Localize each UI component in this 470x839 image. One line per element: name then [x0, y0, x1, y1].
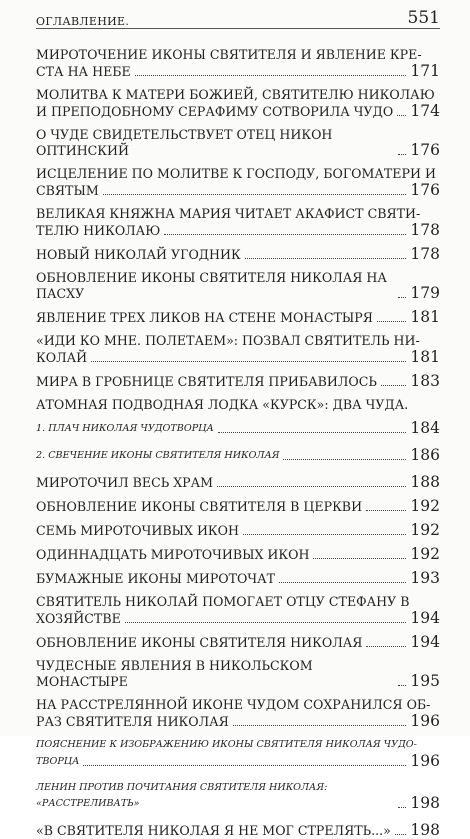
toc-entry [36, 127, 440, 159]
toc-entry-page-number: 192 [410, 521, 440, 539]
toc-entry-page-number: 171 [410, 62, 440, 80]
toc-entry-final-line [36, 246, 440, 263]
dot-leader [398, 297, 406, 298]
toc-entry [36, 822, 440, 839]
dot-leader [279, 582, 406, 583]
dot-leader [125, 622, 407, 623]
dot-leader [233, 725, 407, 726]
toc-entry-page-number: 181 [410, 348, 440, 366]
toc-entry-final-line [36, 822, 440, 839]
toc-entry-final-line [36, 447, 440, 464]
toc-entry-title: ТВОРЦА [36, 756, 80, 767]
toc-entry-final-line [36, 103, 440, 120]
toc-entry-final-line [36, 498, 440, 515]
toc-entry-title-line: СВЯТИТЕЛЬ НИКОЛАЙ ПОМОГАЕТ ОТЦУ СТЕФАНУ В [36, 594, 410, 609]
toc-entry-final-line [36, 474, 440, 491]
toc-entry [36, 570, 440, 587]
toc-entry [36, 166, 440, 199]
toc-entry-title-line: ВЕЛИКАЯ КНЯЖНА МАРИЯ ЧИТАЕТ АКАФИСТ СВЯТИ- [36, 206, 421, 221]
running-head [36, 6, 440, 29]
toc-entry-final-line [36, 349, 440, 366]
toc-entry-page-number: 196 [410, 752, 440, 770]
toc-entry-final-line [36, 63, 440, 80]
toc-entry-final-line [36, 713, 440, 730]
dot-leader [377, 321, 407, 322]
toc-entry-final-line [36, 546, 440, 563]
toc-entry-final-line [36, 127, 440, 159]
toc-entry [36, 270, 440, 302]
dot-leader [398, 807, 406, 808]
toc-entry [36, 333, 440, 366]
toc-entry-title: О ЧУДЕ СВИДЕТЕЛЬСТВУЕТ ОТЕЦ НИКОН ОПТИНСКИЙ [36, 127, 333, 158]
toc-entry [36, 206, 440, 239]
toc-entry-page-number: 186 [410, 446, 440, 464]
toc-entry [36, 87, 440, 120]
dot-leader [397, 115, 406, 116]
toc-entry-page-number: 196 [410, 712, 440, 730]
toc-entry-final-line [36, 522, 440, 539]
toc-entry-title: «В СВЯТИТЕЛЯ НИКОЛАЯ Я НЕ МОГ СТРЕЛЯТЬ...» [36, 823, 391, 838]
toc-entry-title-line: НА РАССТРЕЛЯННОЙ ИКОНЕ ЧУДОМ СОХРАНИЛСЯ ОБ- [36, 697, 431, 712]
dot-leader [381, 385, 407, 386]
dot-leader [366, 646, 406, 647]
toc-entry [36, 697, 440, 730]
toc-entry-title: 2. СВЕЧЕНИЕ ИКОНЫ СВЯТИТЕЛЯ НИКОЛАЯ [36, 450, 280, 461]
dot-leader [243, 534, 406, 535]
toc-entry-page-number: 195 [410, 672, 440, 690]
toc-entry-final-line [36, 373, 440, 390]
toc-entry-title-line: ИСЦЕЛЕНИЕ ПО МОЛИТВЕ К ГОСПОДУ, БОГОМАТЕРИ И [36, 166, 436, 181]
toc-entry-final-line [36, 658, 440, 690]
dot-leader [398, 685, 406, 686]
running-head-title: ОГЛАВЛЕНИЕ. [36, 15, 130, 28]
toc-entry [36, 309, 440, 326]
toc-entry-title: ОДИННАДЦАТЬ МИРОТОЧИВЫХ ИКОН [36, 547, 310, 562]
toc-entry-title: ОБНОВЛЕНИЕ ИКОНЫ СВЯТИТЕЛЯ НИКОЛАЯ [36, 635, 363, 650]
toc-entry-page-number: 184 [410, 419, 440, 437]
toc-entry-title: СВЯТЫМ [36, 183, 99, 198]
toc-entry-page-number: 193 [410, 569, 440, 587]
toc-entry-page-number: 198 [410, 821, 440, 839]
toc-entry-title: ЯВЛЕНИЕ ТРЕХ ЛИКОВ НА СТЕНЕ МОНАСТЫРЯ [36, 310, 373, 325]
toc-entry-page-number: 179 [410, 284, 440, 302]
toc-entry-title: ОБНОВЛЕНИЕ ИКОНЫ СВЯТИТЕЛЯ НИКОЛАЯ НА ПАСХУ [36, 270, 387, 301]
toc-entry-title-line: ПОЯСНЕНИЕ К ИЗОБРАЖЕНИЮ ИКОНЫ СВЯТИТЕЛЯ НИКОЛАЯ ЧУДО- [36, 739, 417, 750]
toc-entry-final-line [36, 222, 440, 239]
toc-entry-title: ХОЗЯЙСТВЕ [36, 611, 121, 626]
toc-entry-title: ОБНОВЛЕНИЕ ИКОНЫ СВЯТИТЕЛЯ В ЦЕРКВИ [36, 499, 363, 514]
toc-entry-title: МИРОТОЧИЛ ВЕСЬ ХРАМ [36, 475, 214, 490]
toc-entry-final-line [36, 634, 440, 651]
toc-entry-title: ТЕЛЮ НИКОЛАЮ [36, 223, 161, 238]
dot-leader [91, 361, 406, 362]
toc-entry-title: ЛЕНИН ПРОТИВ ПОЧИТАНИЯ СВЯТИТЕЛЯ НИКОЛАЯ: «РАССТРЕЛИВАТЬ» [36, 782, 328, 809]
toc-entry-page-number: 194 [410, 633, 440, 651]
toc-entry-title: МИРА В ГРОБНИЦЕ СВЯТИТЕЛЯ ПРИБАВИЛОСЬ [36, 374, 377, 389]
toc-entry [36, 522, 440, 539]
toc-entry-title: 1. ПЛАЧ НИКОЛАЯ ЧУДОТВОРЦА [36, 423, 214, 434]
toc-entry-title: РАЗ СВЯТИТЕЛЯ НИКОЛАЯ [36, 714, 229, 729]
toc-entry-title: БУМАЖНЫЕ ИКОНЫ МИРОТОЧАТ [36, 571, 276, 586]
toc-entry-final-line [36, 570, 440, 587]
toc-entry-title: АТОМНАЯ ПОДВОДНАЯ ЛОДКА «КУРСК»: ДВА ЧУДА. [36, 397, 409, 412]
toc-entry [36, 447, 440, 464]
toc-entry-title: КОЛАЙ [36, 350, 88, 365]
toc-entry-page-number: 192 [410, 497, 440, 515]
toc-entry-page-number: 178 [410, 245, 440, 263]
dot-leader [103, 194, 407, 195]
dot-leader [366, 510, 406, 511]
toc-entry-title-line: МОЛИТВА К МАТЕРИ БОЖИЕЙ, СВЯТИТЕЛЮ НИКОЛАЮ [36, 87, 435, 102]
page-number: 551 [407, 8, 440, 28]
toc-entry [36, 397, 440, 413]
toc-entry-title-line: МИРОТОЧЕНИЕ ИКОНЫ СВЯТИТЕЛЯ И ЯВЛЕНИЕ КРЕ- [36, 47, 422, 62]
dot-leader [313, 558, 406, 559]
toc-entry-final-line [36, 753, 440, 770]
dot-leader [395, 834, 407, 835]
toc-entry-page-number: 176 [410, 141, 440, 159]
dot-leader [217, 486, 406, 487]
dot-leader [283, 459, 406, 460]
toc-entry-page-number: 198 [410, 794, 440, 812]
dot-leader [398, 154, 406, 155]
toc-entry [36, 658, 440, 690]
table-of-contents [36, 47, 440, 839]
toc-entry-page-number: 174 [410, 102, 440, 120]
toc-entry-title: СТА НА НЕБЕ [36, 64, 131, 79]
toc-entry [36, 373, 440, 390]
toc-entry-title: НОВЫЙ НИКОЛАЙ УГОДНИК [36, 247, 241, 262]
toc-entry-final-line [36, 309, 440, 326]
toc-entry [36, 737, 440, 770]
toc-entry-final-line [36, 397, 440, 413]
toc-entry-page-number: 178 [410, 221, 440, 239]
toc-entry-final-line [36, 610, 440, 627]
toc-entry [36, 474, 440, 491]
dot-leader [218, 432, 407, 433]
toc-entry [36, 420, 440, 437]
toc-entry [36, 546, 440, 563]
toc-entry-page-number: 183 [410, 372, 440, 390]
toc-entry [36, 47, 440, 80]
toc-entry [36, 246, 440, 263]
toc-entry-title-line: «ИДИ КО МНЕ. ПОЛЕТАЕМ»: ПОЗВАЛ СВЯТИТЕЛЬ НИ- [36, 333, 420, 348]
toc-entry-page-number: 188 [410, 473, 440, 491]
toc-entry-page-number: 181 [410, 308, 440, 326]
toc-entry [36, 498, 440, 515]
toc-entry-title: ЧУДЕСНЫЕ ЯВЛЕНИЯ В НИКОЛЬСКОМ МОНАСТЫРЕ [36, 658, 313, 689]
toc-entry-final-line [36, 420, 440, 437]
toc-entry [36, 594, 440, 627]
toc-entry-page-number: 192 [410, 545, 440, 563]
toc-entry [36, 780, 440, 812]
toc-entry [36, 634, 440, 651]
toc-entry-final-line [36, 270, 440, 302]
toc-entry-final-line [36, 182, 440, 199]
toc-entry-final-line [36, 780, 440, 812]
dot-leader [135, 75, 407, 76]
toc-entry-title: И ПРЕПОДОБНОМУ СЕРАФИМУ СОТВОРИЛА ЧУДО [36, 104, 394, 119]
toc-entry-page-number: 176 [410, 181, 440, 199]
dot-leader [83, 765, 406, 766]
toc-entry-page-number: 194 [410, 609, 440, 627]
dot-leader [164, 234, 406, 235]
dot-leader [245, 258, 407, 259]
toc-entry-title: СЕМЬ МИРОТОЧИВЫХ ИКОН [36, 523, 239, 538]
